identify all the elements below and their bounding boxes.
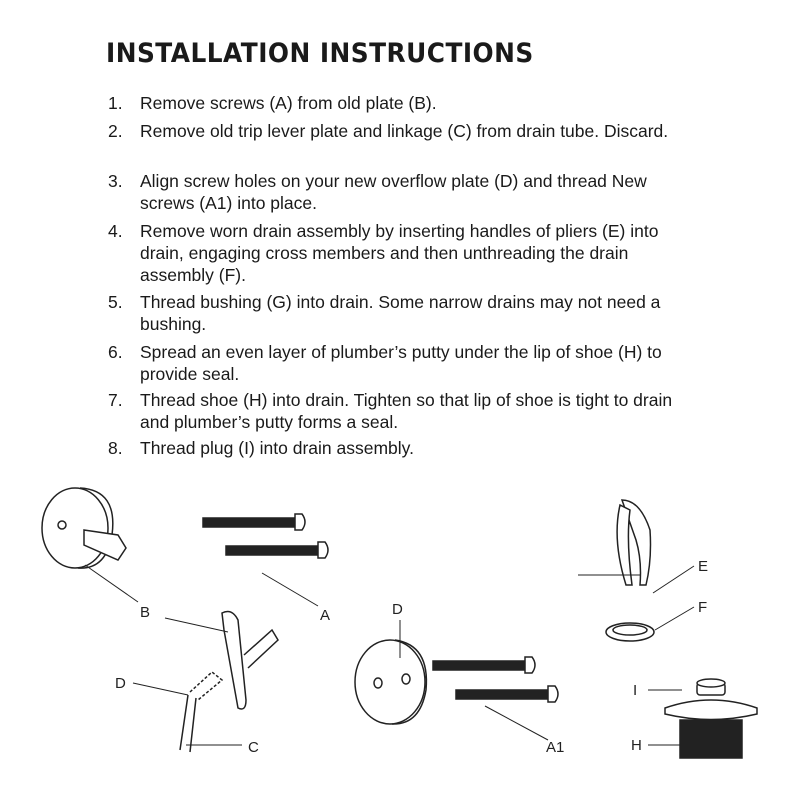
step-number: 5. <box>108 292 123 312</box>
step-number: 3. <box>108 171 123 191</box>
old-plate-illustration <box>42 488 126 568</box>
label-d-new: D <box>392 601 403 618</box>
new-screws-illustration <box>433 657 558 702</box>
label-a: A <box>320 607 331 624</box>
plug-shoe-illustration <box>665 679 757 758</box>
leader-lines <box>85 565 694 745</box>
step-number: 7. <box>108 390 123 410</box>
step-text: Remove old trip lever plate and linkage (C) from drain tube. Discard. <box>140 121 669 141</box>
step-text: Thread bushing (G) into drain. Some narrow drains may not need a bushing. <box>140 292 661 334</box>
label-i: I <box>633 682 638 699</box>
part-labels <box>115 558 708 756</box>
label-a1: A1 <box>546 739 565 756</box>
step-number: 1. <box>108 93 123 113</box>
pliers-illustration <box>606 500 654 641</box>
step-number: 4. <box>108 221 123 241</box>
step-number: 2. <box>108 121 123 141</box>
step-text: Align screw holes on your new overflow plate (D) and thread New screws (A1) into place. <box>140 171 647 213</box>
new-overflow-plate-illustration <box>355 640 426 724</box>
step-number: 6. <box>108 342 123 362</box>
step-text: Thread plug (I) into drain assembly. <box>140 438 414 458</box>
label-e: E <box>698 558 709 575</box>
trip-lever-illustration <box>180 612 278 752</box>
label-d: D <box>115 675 126 692</box>
label-f: F <box>698 599 708 616</box>
step-number: 8. <box>108 438 123 458</box>
page-title: INSTALLATION INSTRUCTIONS <box>106 38 534 69</box>
label-b: B <box>140 604 151 621</box>
step-text: Thread shoe (H) into drain. Tighten so that lip of shoe is tight to drain and plumber’s putty forms a seal. <box>140 390 673 432</box>
step-text: Spread an even layer of plumber’s putty under the lip of shoe (H) to provide seal. <box>140 342 662 384</box>
label-c: C <box>248 739 259 756</box>
screws-illustration <box>203 514 328 558</box>
label-h: H <box>631 737 642 754</box>
step-text: Remove worn drain assembly by inserting handles of pliers (E) into drain, engaging cross members and then unthreading the drain assembly (F). <box>140 221 659 285</box>
step-text: Remove screws (A) from old plate (B). <box>140 93 437 113</box>
